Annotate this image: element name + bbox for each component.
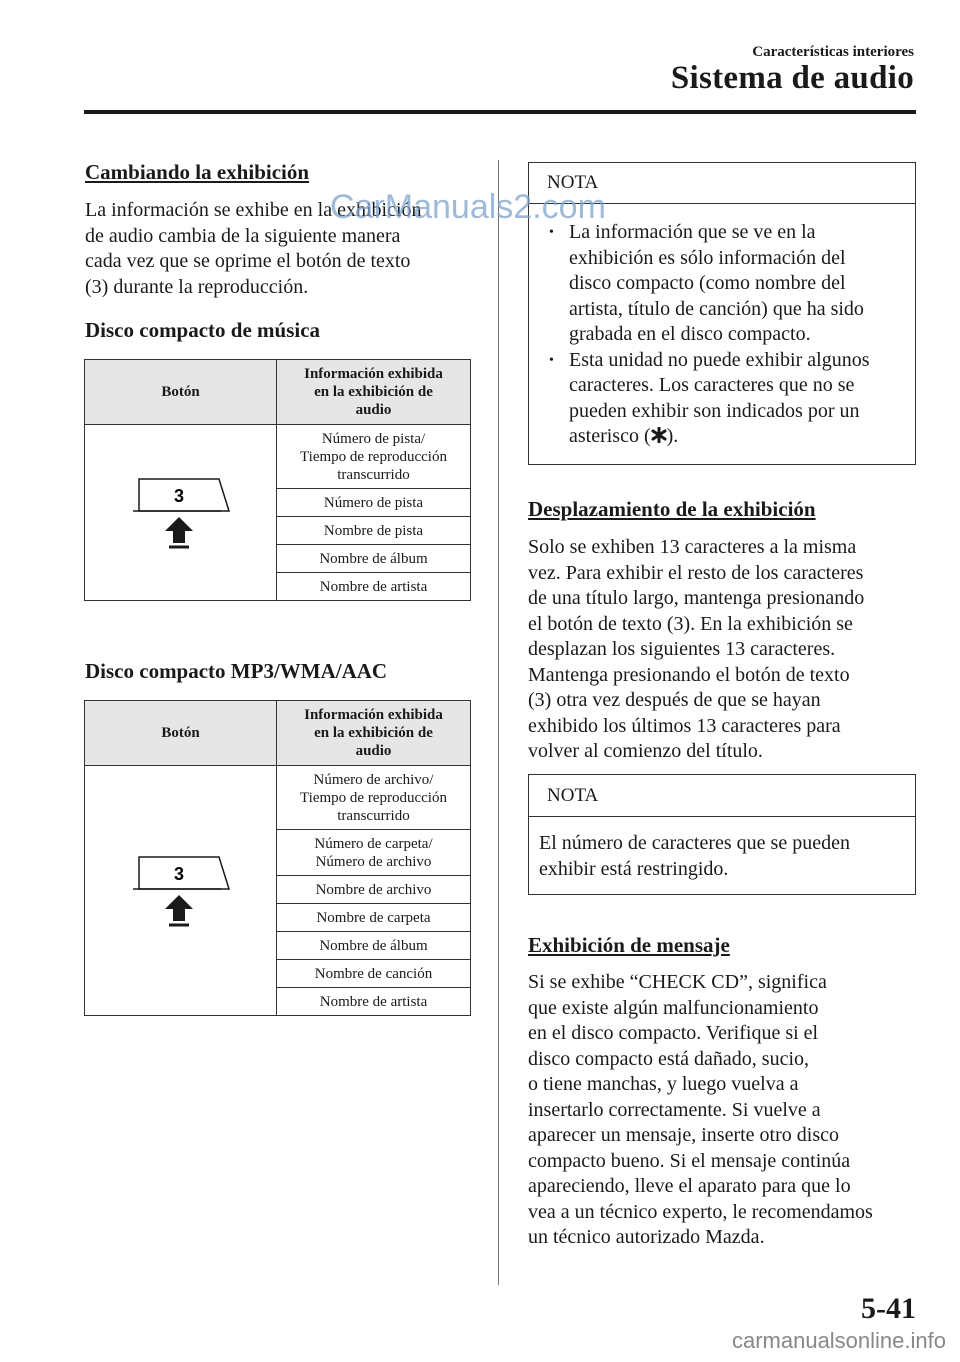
note-bullets xyxy=(529,204,915,464)
chapter-title: Sistema de audio xyxy=(670,60,914,96)
svg-text:3: 3 xyxy=(173,863,184,884)
table-row: Número de pista xyxy=(277,489,471,517)
note-title: NOTA xyxy=(529,775,915,817)
col-info-header: Información exhibida en la exhibición de audio xyxy=(277,701,471,766)
text-button-illustration xyxy=(85,766,277,1016)
list-item: • La información que se ve en la exhibición es sólo información del disco compacto (como nombre del artista, título de canción) que ha sido grabada en el disco compacto. xyxy=(529,220,915,348)
col-info-header: Información exhibida en la exhibición de audio xyxy=(277,360,471,425)
header-rule xyxy=(84,110,916,114)
note-box-2 xyxy=(528,774,916,895)
table2-heading: Disco compacto MP3/WMA/AAC xyxy=(85,659,388,683)
table-row: Número de carpeta/ Número de archivo xyxy=(277,830,471,876)
table-row: Nombre de álbum xyxy=(277,545,471,573)
text-button-3-icon xyxy=(121,855,241,927)
table-row: Nombre de archivo xyxy=(277,876,471,904)
message-paragraph: Si se exhibe “CHECK CD”, significa que existe algún malfuncionamiento en el disco compacto. Verifique si el disco compacto está dañado, sucio, o tiene manchas, y luego vuelva a insertarlo correctamente. Si vuelve a aparecer un mensaje, inserte otro disco compacto bueno. Si el mensaje continúa apareciendo, lleve el aparato para que lo vea a un técnico experto, le recomendamos un técnico autorizado Mazda. xyxy=(528,971,873,1248)
col-button-header: Botón xyxy=(85,360,277,425)
table-row: Nombre de álbum xyxy=(277,932,471,960)
watermark: CarManuals2.com xyxy=(330,188,606,226)
table-row: Número de archivo/ Tiempo de reproducción transcurrido xyxy=(277,766,471,830)
table-mp3-cd xyxy=(84,700,471,1016)
note-title: NOTA xyxy=(529,163,915,204)
text-button-3-icon xyxy=(121,477,241,549)
table-row: Nombre de pista xyxy=(277,517,471,545)
text-button-illustration xyxy=(85,425,277,601)
section-title-message: Exhibición de mensaje xyxy=(528,933,730,957)
list-item: • Esta unidad no puede exhibir algunos caracteres. Los caracteres que no se pueden exhibir son indicados por un asterisco ( ). xyxy=(529,348,915,450)
table-row: Nombre de artista xyxy=(277,573,471,601)
table-row: Nombre de artista xyxy=(277,988,471,1016)
column-divider xyxy=(498,160,499,1285)
chapter-subtitle: Características interiores xyxy=(752,44,914,60)
table-row: Número de pista/ Tiempo de reproducción transcurrido xyxy=(277,425,471,489)
intro-paragraph: La información se exhibe en la exhibición de audio cambia de la siguiente manera cada vez que se oprime el botón de texto (3) durante la reproducción. xyxy=(85,199,422,298)
svg-text:3: 3 xyxy=(173,485,184,506)
asterisk-icon xyxy=(651,427,667,443)
table-music-cd xyxy=(84,359,471,601)
table-row: Nombre de carpeta xyxy=(277,904,471,932)
note-text: El número de caracteres que se pueden exhibir está restringido. xyxy=(539,832,850,880)
footer-watermark: carmanualsonline.info xyxy=(731,1328,946,1353)
table-row: Nombre de canción xyxy=(277,960,471,988)
section-title-scroll: Desplazamiento de la exhibición xyxy=(528,497,816,521)
section-title-change-display: Cambiando la exhibición xyxy=(85,160,310,184)
table1-heading: Disco compacto de música xyxy=(85,318,321,342)
col-button-header: Botón xyxy=(85,701,277,766)
scroll-paragraph: Solo se exhiben 13 caracteres a la misma vez. Para exhibir el resto de los caracteres de una título largo, mantenga presionando el botón de texto (3). En la exhibición se desplazan los siguientes 13 caracteres. Mantenga presionando el botón de texto (3) otra vez después de que se hayan exhibido los últimos 13 caracteres para volver al comienzo del título. xyxy=(528,536,865,762)
page-number: 5-41 xyxy=(861,1292,916,1325)
